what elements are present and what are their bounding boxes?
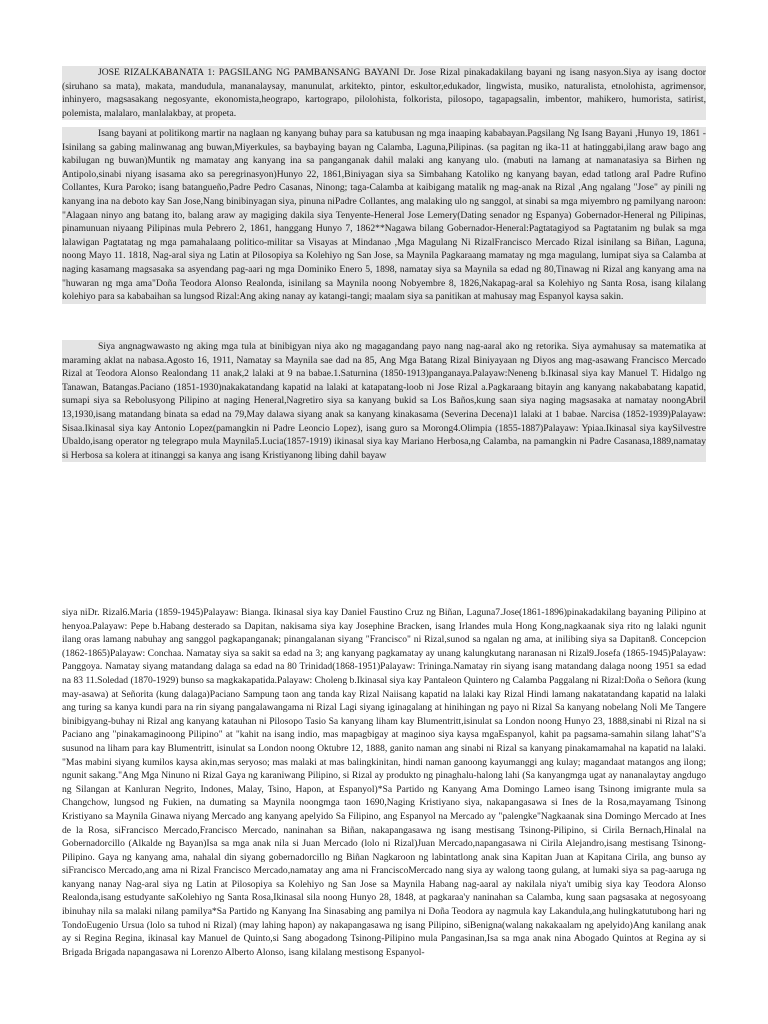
paragraph-birth-text: Isang bayani at politikong martir na naglaan ng kanyang buhay para sa katubusan ng mga inaaping kababayan.Pagsilang Ng Isang Bayani ,Hunyo 19, 1861 - Isinilang sa gabing malinwanag ang buwan,Miyerkules, sa baybaying bayan ng Calamba, Laguna,Pilipinas. (sa pagitan ng ika-11 at hatinggabi,ilang araw bago ang kabilugan ng buwan)Muntik ng mamatay ang kanyang ina sa panganganak dahil malaki ang kanyang ulo. (mabuti na lamang at namanatasiya sa Birhen ng Antipolo,sinabi niyang isasama ako sa peregrinasyon)Hunyo 22, 1861,Biniyagan siya sa Simbahang Katoliko ng kanyang bayan, edad tatlong araI Padre Rufino Collantes, Kura Paroko; isang batangueño,Padre Pedro Casanas, Ninong; taga-Calamba at kaibigang matalik ng mag-anak na Rizal ,Ang ngalang "Jose" ay pinili ng kanyang ina na deboto kay San Jose,Nang binibinyagan siya, pinuna niPadre Collantes, ang malaking ulo ng sanggol, at sinabi sa mga miyembro ng pamilyang naroon: "Alagaan ninyo ang batang ito, balang araw ay magiging dakila siya Tenyente-Heneral Jose Lemery(Dating senador ng Espanya) Gobernador-Heneral ng Pilipinas, pinamunuan niyaang Pilipinas mula Pebrero 2, 1861, hanggang Hunyo 7, 1862**Nagawa bilang Gobernador-Heneral:Pagtatagiyod sa Pagtatanim ng bulak sa mga lalawigan Pagtatatag ng mga pamahalaang politico-militar sa Visayas at Mindanao ,Mga Magulang Ni RizalFrancisco Mercado Rizal isinilang sa Biñan, Laguna, noong Mayo 11. 1818, Nag-aral siya ng Latin at Pilosopiya sa Kolehiyo ng San Jose, sa Maynila Pagkaraang mamatay ng mga magulang, lumipat siya sa Calamba at naging kasamang magsasaka sa asyendang pag-aari ng mga Dominiko Enero 5, 1898, namatay siya sa Maynila sa edad ng 80,Tinawag ni Rizal ang kanyang ama na "huwaran ng mga ama"Doña Teodora Alonso Realonda, isinilang sa Maynila noong Nobyembre 8, 1826,Nakapag-aral sa Kolehiyo ng Santa Rosa, isang kilalang kolehiyo para sa kababaihan sa lungsod Rizal:Ang aking nanay ay katangi-tangi; maalam siya sa panitikan at mahusay mag Espanyol kaysa sakin.: [62, 128, 706, 303]
paragraph-ancestry: [62, 606, 706, 959]
paragraph-siblings: [62, 340, 706, 462]
paragraph-siblings-text: Siya angnagwawasto ng aking mga tula at binibigyan niya ako ng magagandang payo nang nag-aaral ako ng retorika. Siya aymahusay sa matematika at maraming aklat na nabasa.Agosto 16, 1911, Namatay sa Maynila sae dad na 85, Ang Mga Batang Rizal Biniyayaan ng Diyos ang mag-asawang Francisco Mercado Rizal at Teodora Alonso Realondang 11 anak,2 lalaki at 9 na babae.1.Saturnina (1850-1913)panganaya.Palayaw:Neneng b.Ikinasal siya kay Manuel T. Hidalgo ng Tanawan, Batangas.Paciano (1851-1930)nakakatandang kapatid na lalaki at katapatang-loob ni Jose Rizal a.Pagkaraang bitayin ang kanyang nakababatang kapatid, sumapi siya sa Rebolusyong Pilipino at naging Heneral,Nagretiro siya sa kanyang bukid sa Los Baños,kung saan siya naging magsasaka at namatay noongAbril 13,1930,isang matandang binata sa edad na 79,May dalawa siyang anak sa kanyang kinakasama (Severina Decena)1 lalaki at 1 babae. Narcisa (1852-1939)Palayaw: Sisaa.Ikinasal siya kay Antonio Lopez(pamangkin ni Padre Leoncio Lopez), isang guro sa Morong4.Olimpia (1855-1887)Palayaw: Ypiaa.Ikinasal siya kaySilvestre Ubaldo,isang operator ng telegrapo mula Maynila5.Lucia(1857-1919) ikinasal siya kay Mariano Herbosa,ng Calamba, na pamangkin ni Padre Casanasa,1889,namatay si Herbosa sa kolera at itinanggi sa kanya ang isang Kristiyanong libing dahil bayaw: [62, 341, 706, 461]
paragraph-birth: [62, 127, 706, 304]
paragraph-ancestry-text: siya niDr. Rizal6.Maria (1859-1945)Palayaw: Bianga. Ikinasal siya kay Daniel Faustino Cruz ng Biñan, Laguna7.Jose(1861-1896)pinakadakilang bayaning Pilipino at henyoa.Palayaw: Pepe b.Habang desterado sa Dapitan, nakisama siya kay Josephine Bracken, isang Irlandes mula Hong Kong,nagkaanak siya rito ng lalaki ngunit ilang oras lamang nabuhay ang sanggol pagkapanganak; pinangalanan siyang "Francisco" ni Rizal,sunod sa ngalan ng ama, at inilibing siya sa Dapitan8. Concepcion (1862-1865)Palayaw: Conchaa. Namatay siya sa sakit sa edad na 3; ang kanyang pagkamatay ay unang kalungkutang naranasan ni Rizal9.Josefa (1865-1945)Palayaw: Panggoya. Namatay siyang matandang dalaga sa edad na 80 Trinidad(1868-1951)Palayaw: Trininga.Namatay rin siyang isang matandang dalaga noong 1951 sa edad na 83 11.Soledad (1870-1929) bunso sa magkakapatida.Palayaw: Choleng b.Ikinasal siya kay Pantaleon Quintero ng Calamba Paggalang ni Rizal:Doña o Señora (kung may-asawa) at Señorita (kung dalaga)Paciano Sampung taon ang tanda kay Rizal Naiisang kapatid na lalaki kay Rizal Hindi lamang nakatatandang kapatid na lalaki ang turing sa kanya kundi para na rin siyang pangalawangama ni Rizal Lagi siyang iginagalang at hinihingan ng payo ni Rizal Sa kanyang nobelang Noli Me Tangere binibigyang-buhay ni Rizal ang kanyang katauhan ni Pilosopo Tasio Sa kanyang liham kay Blumentritt,isinulat sa London noong Hunyo 23, 1888,sinabi ni Rizal na si Paciano ang "pinakamaginoong Pilipino" at "kahit na isang indio, mas mapagbigay at maginoo siya kaysa mgaEspanyol, kahit pa pagsama-samahin silang lahat"S'a susunod na liham para kay Blumentritt, isinulat sa London noong Oktubre 12, 1888, ganito naman ang sinabi ni Rizal sa kanyang pinakamamahal na kapatid na lalaki. "Mas mabini siyang kumilos kaysa akin,mas seryoso; mas malaki at mas balingkinitan, hindi naman ganoong kayumanggi ang kulay; magandaat matangos ang ilong; ngunit sakang."Ang Mga Ninuno ni Rizal Gaya ng karaniwang Pilipino, si Rizal ay produkto ng pinaghalu-halong lahi (Sa kanyangmga ugat ay nananalaytay angdugo ng Silangan at Kanluran Negrito, Indones, Malay, Tsino, Hapon, at Espanyol)*Sa Partido ng Kanyang Ama Domingo Lameo isang Tsinong imigrante mula sa Changchow, lungsod ng Fukien, na dumating sa Maynila noongmga taon 1690,Naging Kristiyano siya, nakapangasawa si Ines de la Rosa,mayamang Tsinong Kristiyano sa Maynila Ginawa niyang Mercado ang kanyang apelyido Sa Filipino, ang Espanyol na Mercado ay "palengke"Nagkaanak sina Domingo Mercado at Ines de la Rosa, siFrancisco Mercado,Francisco Mercado, naninahan sa Biñan, nakapangasawa ng isang mestisang Tsinong-Pilipino, si Cirila Bernach,Hinalal na Gobernadorcillo (Alkalde ng Bayan)Isa sa mga anak nila si Juan Mercado (lolo ni Rizal)Juan Mercado,napangasawa ni Cirila Alejandro,isang mestisang Tsinong-Pilipino. Gaya ng kanyang ama, nahalal din siyang gobernadorcillo ng Biñan Nagkaroon ng labintatlong anak sina Kapitan Juan at Kapitana Cirila, ang bunso ay siFrancisco Mercado,ang ama ni Rizal Francisco Mercado,namatay ang ama ni FranciscoMercado nang siya ay walong taong gulang, at lumaki siya sa pag-aaruga ng kanyang nanay Nag-aral siya ng Latin at Pilosopiya sa Kolehiyo ng San Jose sa Maynila Habang nag-aaral ay nakilala niya't umibig siya kay Teodora Alonso Realonda,isang estudyante saKolehiyo ng Santa Rosa,Ikinasal sila noong Hunyo 28, 1848, at pagkaraa'y naninahan sa Calamba, kung saan pagsasaka at negosyoang ibinuhay nila sa malaki nilang pamilya*Sa Partido ng Kanyang Ina Sinasabing ang pamilya ni Doña Teodora ay nagmula kay Lakandula,ang hulingkatutubong hari ng TondoEugenio Ursua (lolo sa tuhod ni Rizal) (may lahing hapon) ay nakapangasawa ng isang Pilipino, siBenigna(walang nakakaalam ng apelyido)Ang kanilang anak ay si Regina Regina, ikinasal kay Manuel de Quinto,si Sang abogadong Tsinong-Pilipino mula Pangasinan,Isa sa mga anak nina Abogado Quintos at Regina ay si Brigada Brigada napangasawa ni Lorenzo Alberto Alonso, isang kilalang mestisong Espanyol-: [62, 607, 706, 958]
paragraph-intro-text: JOSE RIZALKABANATA 1: PAGSILANG NG PAMBANSANG BAYANI Dr. Jose Rizal pinakadakilang bayani ng isang nasyon.Siya ay isang doctor (siruhano sa mata), makata, mandudula, mananalaysay, manunulat, arkitekto, pintor, eskultor,edukador, lingwista, musiko, naturalista, etnolohista, agrimensor, inhinyero, magsasakang negosyante, ekonomista,heograpo, kartograpo, pilolohista, folkorista, pilosopo, tagapagsalin, imbentor, mahikero, humorista, satirist, polemista, malalaro, manlalakbay, at propeta.: [62, 67, 706, 119]
paragraph-intro: [62, 66, 706, 120]
